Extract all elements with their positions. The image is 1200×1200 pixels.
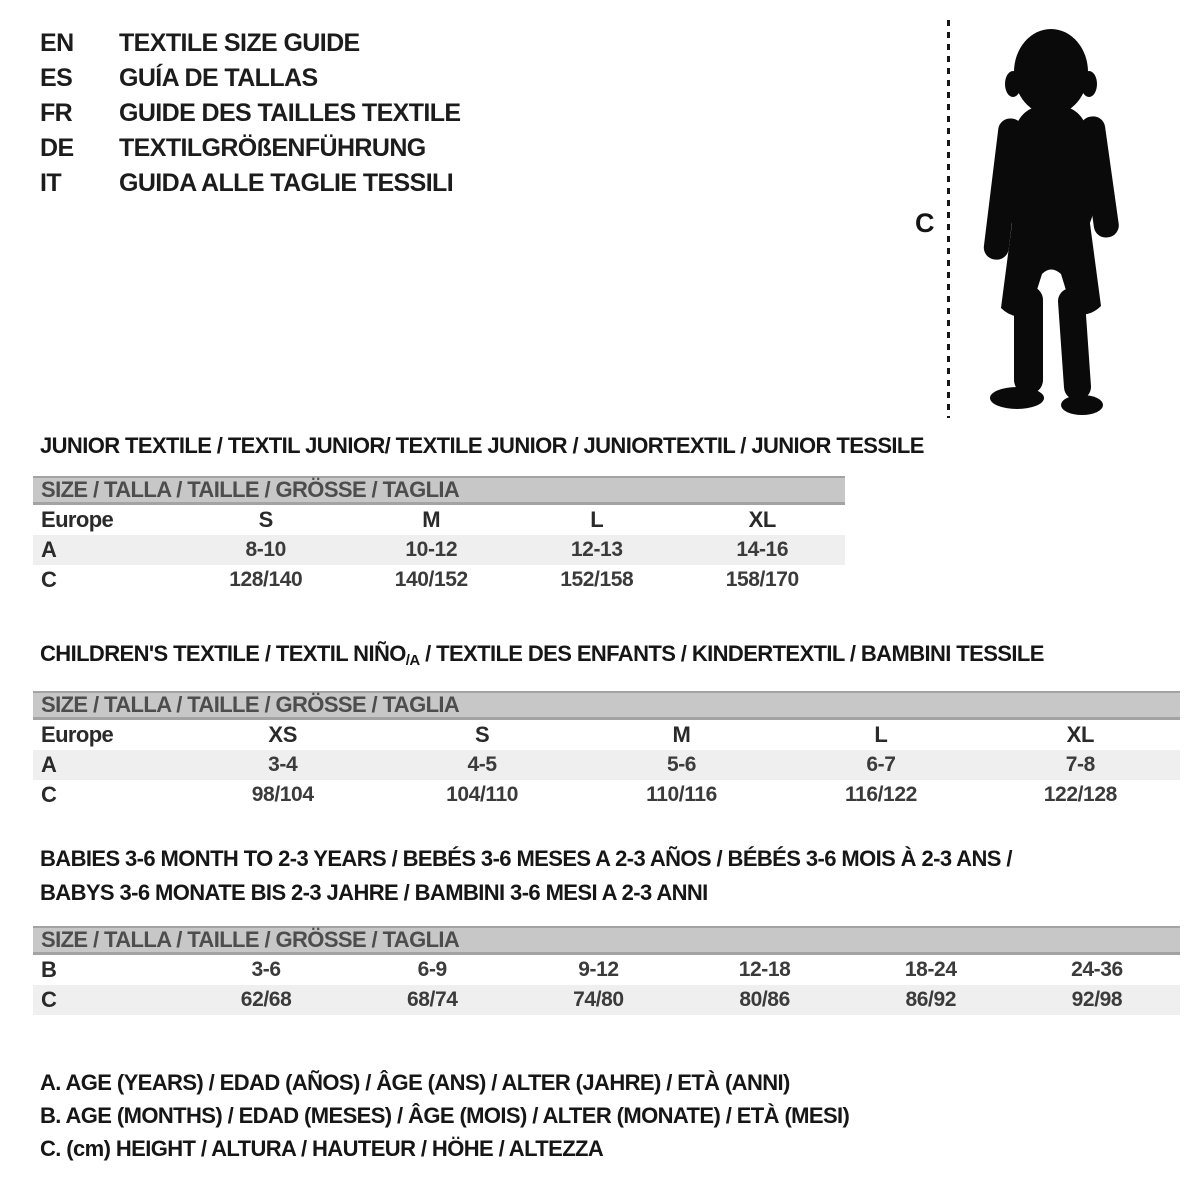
table-cell: 4-5: [467, 753, 497, 776]
children-section-title: [40, 640, 1180, 675]
language-code: DE: [40, 134, 74, 162]
junior-columns-row: [33, 505, 845, 535]
table-cell: 122/128: [1043, 783, 1117, 806]
babies-textile-section: [33, 842, 1180, 1015]
junior-region-label: Europe: [41, 507, 114, 532]
table-cell: 152/158: [560, 568, 634, 591]
row-label: C: [41, 567, 57, 592]
table-cell: 68/74: [406, 988, 458, 1011]
table-cell: 12-13: [570, 538, 623, 561]
junior-col-l: L: [590, 507, 604, 532]
babies-size-header-band: [33, 926, 1180, 955]
language-code: ES: [40, 64, 73, 92]
children-title-prefix: CHILDREN'S TEXTILE / TEXTIL NIÑO: [40, 641, 406, 666]
table-cell: 116/122: [844, 783, 917, 806]
children-row-height: [33, 780, 1180, 810]
babies-section-title: [40, 842, 1180, 910]
table-cell: 5-6: [666, 753, 697, 776]
row-label: C: [41, 987, 57, 1012]
table-cell: 86/92: [905, 988, 957, 1011]
children-col-l: L: [874, 722, 888, 747]
children-columns-row: [33, 720, 1180, 750]
footnote-age-years: A. AGE (YEARS) / EDAD (AÑOS) / ÂGE (ANS) / ALTER (JAHRE) / ETÀ (ANNI): [40, 1070, 790, 1095]
language-title: GUIDA ALLE TAGLIE TESSILI: [119, 169, 454, 197]
children-title-suffix: / TEXTILE DES ENFANTS / KINDERTEXTIL / BAMBINI TESSILE: [419, 641, 1044, 666]
table-cell: 74/80: [573, 988, 624, 1011]
table-cell: 24-36: [1071, 958, 1123, 981]
table-cell: 7-8: [1065, 753, 1095, 776]
row-label: C: [41, 782, 57, 807]
table-cell: 110/116: [646, 783, 717, 806]
table-cell: 14-16: [736, 538, 789, 561]
table-cell: 128/140: [229, 568, 303, 591]
language-code: EN: [40, 29, 74, 57]
language-title: GUÍA DE TALLAS: [119, 64, 318, 92]
table-cell: 140/152: [394, 568, 468, 591]
children-title-sub: /A: [405, 652, 420, 669]
footnote-height-cm: C. (cm) HEIGHT / ALTURA / HAUTEUR / HÖHE / ALTEZZA: [40, 1136, 604, 1161]
footnotes: [40, 1066, 849, 1165]
row-label: A: [41, 537, 57, 562]
table-cell: 8-10: [245, 538, 286, 561]
babies-row-height: [33, 985, 1180, 1015]
babies-row-months: [33, 955, 1180, 985]
language-title: TEXTILE SIZE GUIDE: [119, 29, 360, 57]
table-cell: 18-24: [904, 958, 957, 981]
children-size-header-label: SIZE / TALLA / TAILLE / GRÖSSE / TAGLIA: [41, 692, 460, 717]
height-measure-figure: [903, 12, 1158, 424]
junior-section-title: JUNIOR TEXTILE / TEXTIL JUNIOR/ TEXTILE JUNIOR / JUNIORTEXTIL / JUNIOR TESSILE: [40, 433, 924, 458]
table-cell: 80/86: [739, 988, 790, 1011]
language-title: GUIDE DES TAILLES TEXTILE: [119, 99, 461, 127]
language-code: FR: [40, 99, 73, 127]
height-dashed-line: [947, 20, 950, 418]
babies-title-line2: BABYS 3-6 MONATE BIS 2-3 JAHRE / BAMBINI 3-6 MESI A 2-3 ANNI: [40, 880, 708, 905]
children-size-header-band: [33, 691, 1180, 720]
junior-col-m: M: [422, 507, 441, 532]
junior-size-header-band: [33, 476, 845, 505]
junior-col-xl: XL: [748, 507, 776, 532]
table-cell: 98/104: [251, 783, 314, 806]
language-row-de: [40, 131, 461, 166]
children-region-label: Europe: [41, 722, 114, 747]
children-col-m: M: [672, 722, 691, 747]
row-label: A: [41, 752, 57, 777]
table-cell: 92/98: [1071, 988, 1123, 1011]
children-textile-section: [33, 640, 1180, 810]
language-code: IT: [40, 169, 62, 197]
junior-col-s: S: [258, 507, 273, 532]
row-label: B: [41, 957, 57, 982]
table-cell: 3-6: [251, 958, 281, 981]
babies-size-header-label: SIZE / TALLA / TAILLE / GRÖSSE / TAGLIA: [41, 927, 460, 952]
table-cell: 12-18: [738, 958, 791, 981]
footnote-age-months: B. AGE (MONTHS) / EDAD (MESES) / ÂGE (MOIS) / ALTER (MONATE) / ETÀ (MESI): [40, 1103, 850, 1128]
table-cell: 158/170: [725, 568, 799, 591]
children-col-s: S: [474, 722, 490, 747]
children-row-age: [33, 750, 1180, 780]
junior-textile-section: [33, 432, 924, 595]
language-title: TEXTILGRÖßENFÜHRUNG: [119, 134, 426, 162]
language-row-it: [40, 166, 461, 201]
table-cell: 104/110: [446, 783, 519, 806]
table-cell: 6-7: [866, 753, 896, 776]
table-cell: 10-12: [405, 538, 458, 561]
language-row-fr: [40, 96, 461, 131]
junior-row-age: [33, 535, 845, 565]
table-cell: 62/68: [240, 988, 292, 1011]
table-cell: 9-12: [578, 958, 619, 981]
language-list: [40, 26, 461, 201]
language-row-es: [40, 61, 461, 96]
junior-size-header-label: SIZE / TALLA / TAILLE / GRÖSSE / TAGLIA: [41, 477, 460, 502]
junior-row-height: [33, 565, 845, 595]
height-measure-label: C: [915, 208, 935, 238]
language-row-en: [40, 26, 461, 61]
babies-title-line1: BABIES 3-6 MONTH TO 2-3 YEARS / BEBÉS 3-6 MESES A 2-3 AÑOS / BÉBÉS 3-6 MOIS À 2-3 ANS /: [40, 846, 1012, 871]
children-col-xs: XS: [268, 722, 297, 747]
children-col-xl: XL: [1066, 722, 1094, 747]
toddler-silhouette-icon: [967, 18, 1139, 422]
table-cell: 6-9: [417, 958, 447, 981]
table-cell: 3-4: [268, 753, 298, 776]
